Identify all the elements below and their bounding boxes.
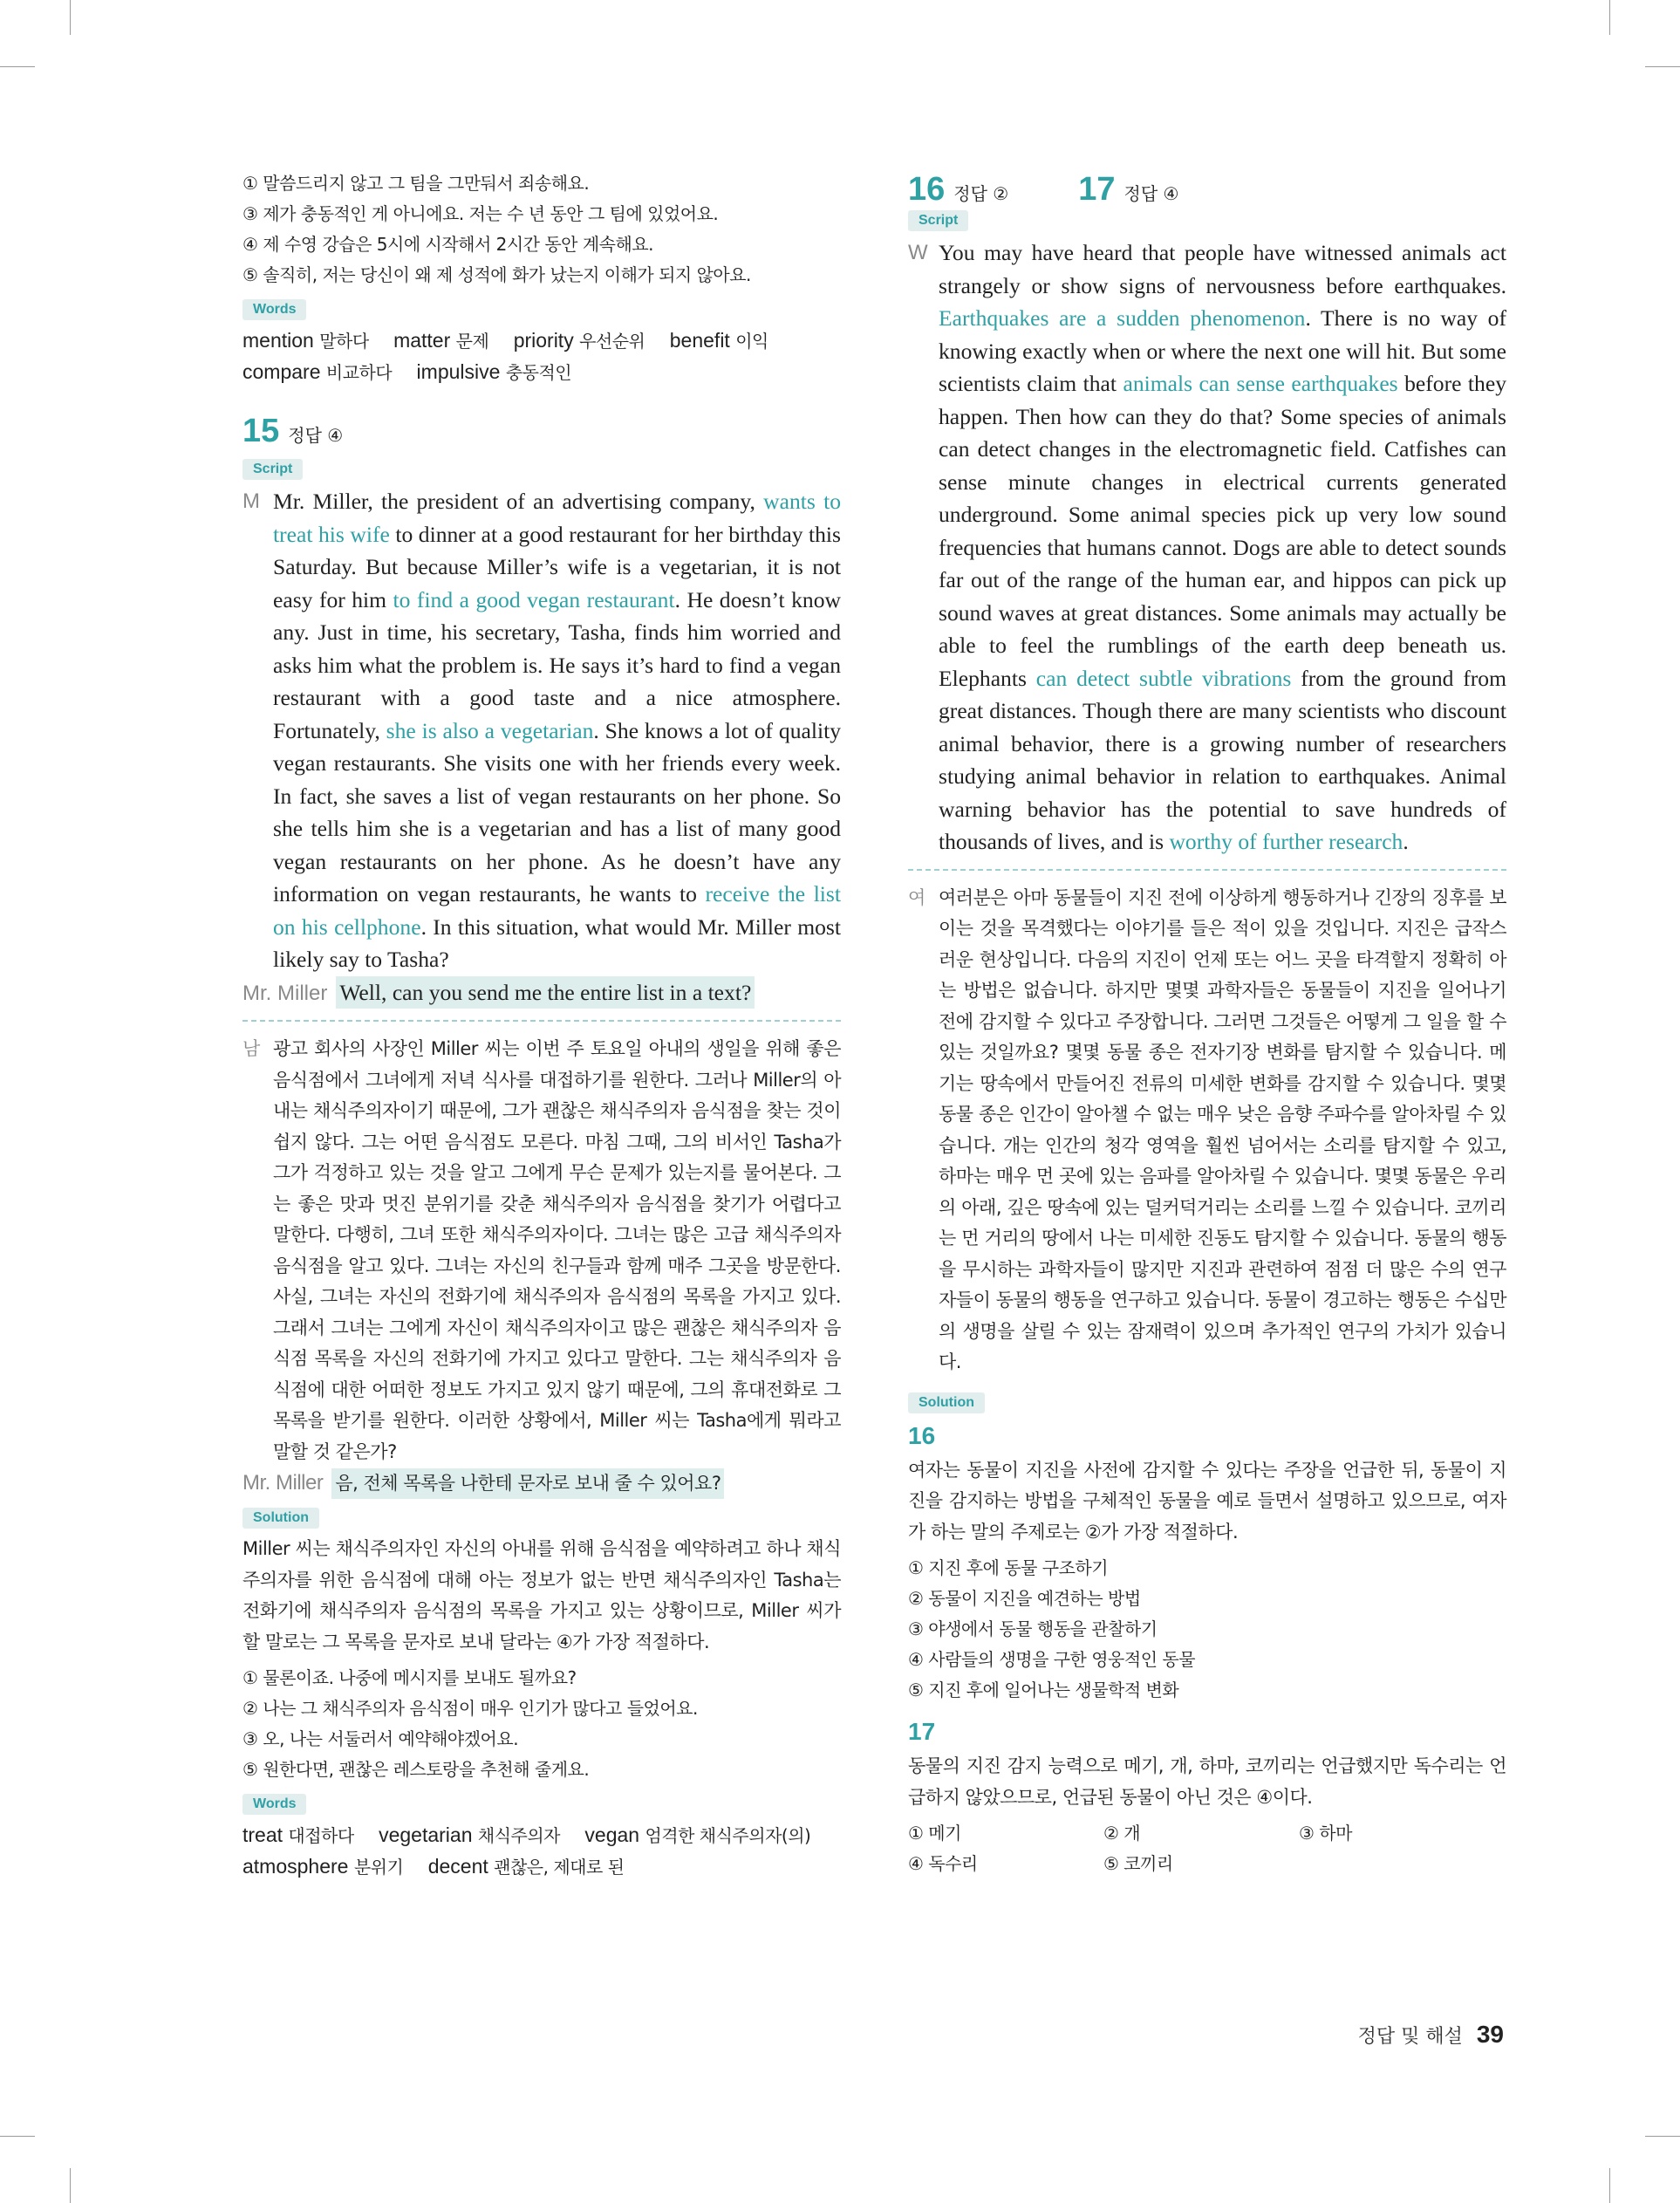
vocab-item [584,1823,810,1846]
speaker-label: W [908,241,928,264]
right-column [908,171,1506,1879]
vocab-en: compare [242,360,321,383]
answer-options [242,1663,841,1785]
solution-number: 16 [908,1421,936,1449]
vocab-en: atmosphere [242,1855,349,1878]
vocab-ko: 충동적인 [505,362,572,383]
option-item: ⑤ 코끼리 [1103,1853,1173,1874]
script-badge: Script [242,459,303,480]
vocab-ko: 괜찮은, 제대로 된 [494,1857,625,1878]
option-item: ① 메기 [908,1823,961,1844]
words-badge: Words [242,1794,306,1815]
vocab-en: mention [242,329,314,352]
dialog-answer: Well, can you send me the entire list in a text? [336,976,755,1009]
speaker-label: M [242,489,260,513]
dashed-divider [908,869,1506,871]
script-segment: from the ground from great distances. Though there are many scientists who discount animal behavior, there is a growing number of researchers studying animal behavior in relation to earthquakes. Animal warning behavior has the potential to save hundreds of thousands of lives, and is [939,665,1507,854]
option-item: ① 물론이죠. 나중에 메시지를 보내도 될까요? [242,1667,577,1688]
vocab-item [428,1855,625,1878]
left-column [242,168,841,1883]
solution-badge: Solution [908,1392,985,1413]
vocab-item [242,1855,403,1878]
option-item: ⑤ 지진 후에 일어나는 생물학적 변화 [908,1680,1179,1700]
dialog-speaker: Mr. Miller [242,981,328,1005]
script-segment: Mr. Miller, the president of an advertising company, [273,489,764,514]
option-item: ④ 사람들의 생명을 구한 영웅적인 동물 [908,1649,1196,1670]
option-item: ① 말씀드리지 않고 그 팀을 그만둬서 죄송해요. [242,173,590,194]
crop-mark [1609,2168,1610,2203]
solution-number: 17 [908,1718,936,1745]
script-segment: . There is no way of knowing exactly when or where the next one will hit. But some scientists claim that [939,305,1506,396]
translation-text: 여러분은 아마 동물들이 지진 전에 이상하게 행동하거나 긴장의 징후를 보이는 것을 목격했다는 이야기를 들은 적이 있을 것입니다. 지진은 급작스러운 현상입니다. 다음의 지진이 언제 또는 어느 곳을 타격할지 정확히 아는 방법은 없습니다. 하지만 몇몇 과학자들은 동물들이 지진을 일어나기 전에 감지할 수 있다고 주장합니다. 그러면 그것들은 어떻게 그 일을 할 수 있는 것일까요? 몇몇 동물 종은 전자기장 변화를 탐지할 수 있습니다. 메기는 땅속에서 만들어진 전류의 미세한 변화를 감지할 수 있습니다. 몇몇 동물 종은 인간이 알아챌 수 없는 매우 낮은 음향 주파수를 알아차릴 수 있습니다. 개는 인간의 청각 영역을 훨씬 넘어서는 소리를 탐지할 수 있고, 하마는 매우 먼 곳에 있는 음파를 알아차릴 수 있습니다. 몇몇 동물은 우리의 아래, 깊은 땅속에 있는 덜커덕거리는 소리를 느낄 수 있습니다. 코끼리는 먼 거리의 땅에서 나는 미세한 진동도 탐지할 수 있습니다. 동물의 행동을 무시하는 과학자들이 많지만 지진과 관련하여 점점 더 많은 수의 연구자들이 동물의 행동을 연구하고 있습니다. 동물이 경고하는 행동은 수십만의 생명을 살릴 수 있는 잠재력이 있으며 추가적인 연구의 가치가 있습니다. [939,886,1506,1372]
option-item: ③ 야생에서 동물 행동을 관찰하기 [908,1618,1158,1639]
script-badge: Script [908,210,968,231]
question-number: 16 [908,171,946,208]
korean-translation [908,883,1506,1379]
option-item: ③ 하마 [1299,1823,1352,1844]
speaker-label: 여 [908,886,925,908]
translation-text: 광고 회사의 사장인 Miller 씨는 이번 주 토요일 아내의 생일을 위해 좋은 음식점에서 그녀에게 저녁 식사를 대접하기를 원한다. 그러나 Miller의 아내는 채식주의자이기 때문에, 그가 괜찮은 채식주의자 음식점을 찾는 것이 쉽지 않다. 그는 어떤 음식점도 모른다. 마침 그때, 그의 비서인 Tasha가 그가 걱정하고 있는 것을 알고 그에게 무슨 문제가 있는지를 물어본다. 그는 좋은 맛과 멋진 분위기를 갖춘 채식주의자 음식점을 찾기가 어렵다고 말한다. 다행히, 그녀 또한 채식주의자이다. 그녀는 많은 고급 채식주의자 음식점을 알고 있다. 그녀는 자신의 친구들과 함께 매주 그곳을 방문한다. 사실, 그녀는 자신의 전화기에 채식주의자 음식점의 목록을 가지고 있다. 그래서 그녀는 그에게 자신이 채식주의자이고 많은 괜찮은 채식주의자 음식점 목록을 자신의 전화기에 가지고 있다고 말한다. 그는 채식주의자 음식점에 대한 어떠한 정보도 가지고 있지 않기 때문에, 그의 휴대전화로 그 목록을 받기를 원한다. 이러한 상황에서, Miller 씨는 Tasha에게 뭐라고 말할 것 같은가? [273,1038,841,1462]
solution-text: 동물의 지진 감지 능력으로 메기, 개, 하마, 코끼리는 언급했지만 독수리는 언급하지 않았으므로, 언급된 동물이 아닌 것은 ④이다. [908,1755,1506,1808]
words-line [242,325,841,357]
vocab-en: vegan [584,1823,640,1846]
highlighted-phrase: Earthquakes are a sudden phenomenon [939,305,1306,331]
crop-mark [70,2168,71,2203]
vocab-en: priority [513,329,574,352]
page-number: 39 [1476,2021,1504,2048]
crop-mark [1609,0,1610,35]
question-16-17-header [908,171,1506,209]
words-badge: Words [242,299,306,320]
vocab-en: vegetarian [379,1823,473,1846]
crop-mark [1645,2136,1680,2137]
option-item: ⑤ 원한다면, 괜찮은 레스토랑을 추천해 줄게요. [242,1759,590,1780]
option-item: ⑤ 솔직히, 저는 당신이 왜 제 성적에 화가 났는지 이해가 되지 않아요. [242,264,751,285]
vocab-ko: 대접하다 [288,1825,354,1846]
highlighted-phrase: worthy of further research [1169,829,1403,854]
vocab-item [393,329,488,352]
highlighted-phrase: she is also a vegetarian [386,717,594,743]
vocab-item [242,360,392,383]
script-text [939,236,1506,859]
page-footer [1358,2021,1504,2049]
crop-mark [0,2136,35,2137]
option-item: ① 지진 후에 동물 구조하기 [908,1557,1109,1578]
vocab-en: benefit [669,329,730,352]
crop-mark [1645,66,1680,67]
script-paragraph [242,485,841,976]
answer-label: 정답 ④ [1123,183,1179,204]
vocab-en: matter [393,329,451,352]
script-segment: . She knows a lot of quality vegan restaurants. She visits one with her friends every week. In fact, she saves a list of vegan restaurants on her phone. So she tells him she is a vegetarian and has a list of many good vegan restaurants on her phone. As he doesn’t have any information on vegan restaurants, he wants to [273,717,842,907]
script-segment: You may have heard that people have witnessed animals act strangely or show signs of nervousness before earthquakes. [939,240,1506,298]
highlighted-phrase: animals can sense earthquakes [1123,371,1398,396]
words-line [242,1851,841,1883]
vocab-item [242,329,369,352]
dialog-line [242,976,841,1010]
solution-text: Miller 씨는 채식주의자인 자신의 아내를 위해 음식점을 예약하려고 하나 채식주의자를 위한 음식점에 대해 아는 정보가 없는 반면 채식주의자인 Tasha는 전화기에 채식주의자 음식점의 목록을 가지고 있는 상황이므로, Miller 씨가 할 말로는 그 목록을 문자로 보내 달라는 ④가 가장 적절하다. [242,1538,841,1652]
vocab-ko: 이익 [735,331,768,352]
question-number: 15 [242,413,280,449]
answer-options [908,1553,1506,1706]
vocab-en: decent [427,1855,488,1878]
vocab-item [379,1823,560,1846]
option-item: ③ 제가 충동적인 게 아니에요. 저는 수 년 동안 그 팀에 있었어요. [242,203,719,224]
vocab-ko: 엄격한 채식주의자(의) [645,1825,811,1846]
vocab-en: impulsive [416,360,501,383]
option-item: ② 개 [1103,1823,1141,1844]
option-item: ③ 오, 나는 서둘러서 예약해야겠어요. [242,1728,519,1749]
vocab-en: treat [242,1823,283,1846]
vocab-item [242,1823,354,1846]
script-segment: . [1403,829,1409,854]
vocab-ko: 분위기 [353,1857,404,1878]
vocab-ko: 말하다 [319,331,369,352]
script-segment: . In this situation, what would Mr. Miller most likely say to Tasha? [273,913,841,972]
script-text [273,485,841,976]
answer-label: 정답 ② [953,183,1009,204]
vocab-ko: 비교하다 [325,362,393,383]
crop-mark [70,0,71,35]
crop-mark [0,66,35,67]
dialog-answer: 음, 전체 목록을 나한테 문자로 보내 줄 수 있어요? [331,1468,724,1499]
words-line [242,357,841,388]
script-paragraph [908,236,1506,859]
question-number: 17 [1078,171,1116,208]
korean-translation [242,1034,841,1468]
answer-label: 정답 ④ [288,425,344,446]
solution-text: 여자는 동물이 지진을 사전에 감지할 수 있다는 주장을 언급한 뒤, 동물이 지진을 감지하는 방법을 구체적인 동물을 예로 들면서 설명하고 있으므로, 여자가 하는 말의 주제로는 ②가 가장 적절하다. [908,1459,1506,1543]
prev-answer-options [242,168,841,291]
script-segment: before they happen. Then how can they do that? Some species of animals can detect changes in the electromagnetic field. Catfishes can sense minute changes in electrical currents generated underground. Some animal species pick up very low sound frequencies that humans cannot. Dogs are able to detect sounds far out of the range of the human ear, and hippos can pick up sound waves at great distances. Some animals may actually be able to feel the rumblings of the earth deep beneath us. Elephants [939,371,1506,691]
vocab-item [514,329,645,352]
question-15-header [242,413,841,450]
vocab-ko: 문제 [455,331,489,352]
vocab-item [417,360,572,383]
dashed-divider [242,1020,841,1022]
script-segment: . He doesn’t know any. Just in time, his secretary, Tasha, finds him worried and asks him what the problem is. He says it’s hard to find a vegan restaurant with a good taste and a nice atmosphere. Fortunately, [273,586,841,743]
highlighted-phrase: to find a good vegan restaurant [393,586,675,612]
words-line [242,1820,841,1851]
vocab-ko: 우선순위 [579,331,645,352]
vocab-item [670,329,768,352]
option-item: ② 나는 그 채식주의자 음식점이 매우 인기가 많다고 들었어요. [242,1698,698,1719]
option-item: ④ 독수리 [908,1853,978,1874]
option-item: ④ 제 수영 강습은 5시에 시작해서 2시간 동안 계속해요. [242,234,653,255]
option-item: ② 동물이 지진을 예견하는 방법 [908,1588,1141,1609]
highlighted-phrase: receive the list on his cellphone [273,881,841,940]
script-segment: to dinner at a good restaurant for her birthday this Saturday. But because Miller’s wife is a vegetarian, it is not easy for him [273,521,841,612]
solution-badge: Solution [242,1508,319,1529]
dialog-speaker: Mr. Miller [242,1471,324,1495]
answer-options [908,1818,1506,1879]
highlighted-phrase: wants to treat his wife [273,489,841,547]
speaker-label: 남 [242,1038,260,1059]
dialog-line [242,1468,841,1499]
highlighted-phrase: can detect subtle vibrations [1035,665,1292,691]
footer-label: 정답 및 해설 [1357,2026,1463,2048]
vocab-ko: 채식주의자 [477,1825,561,1846]
